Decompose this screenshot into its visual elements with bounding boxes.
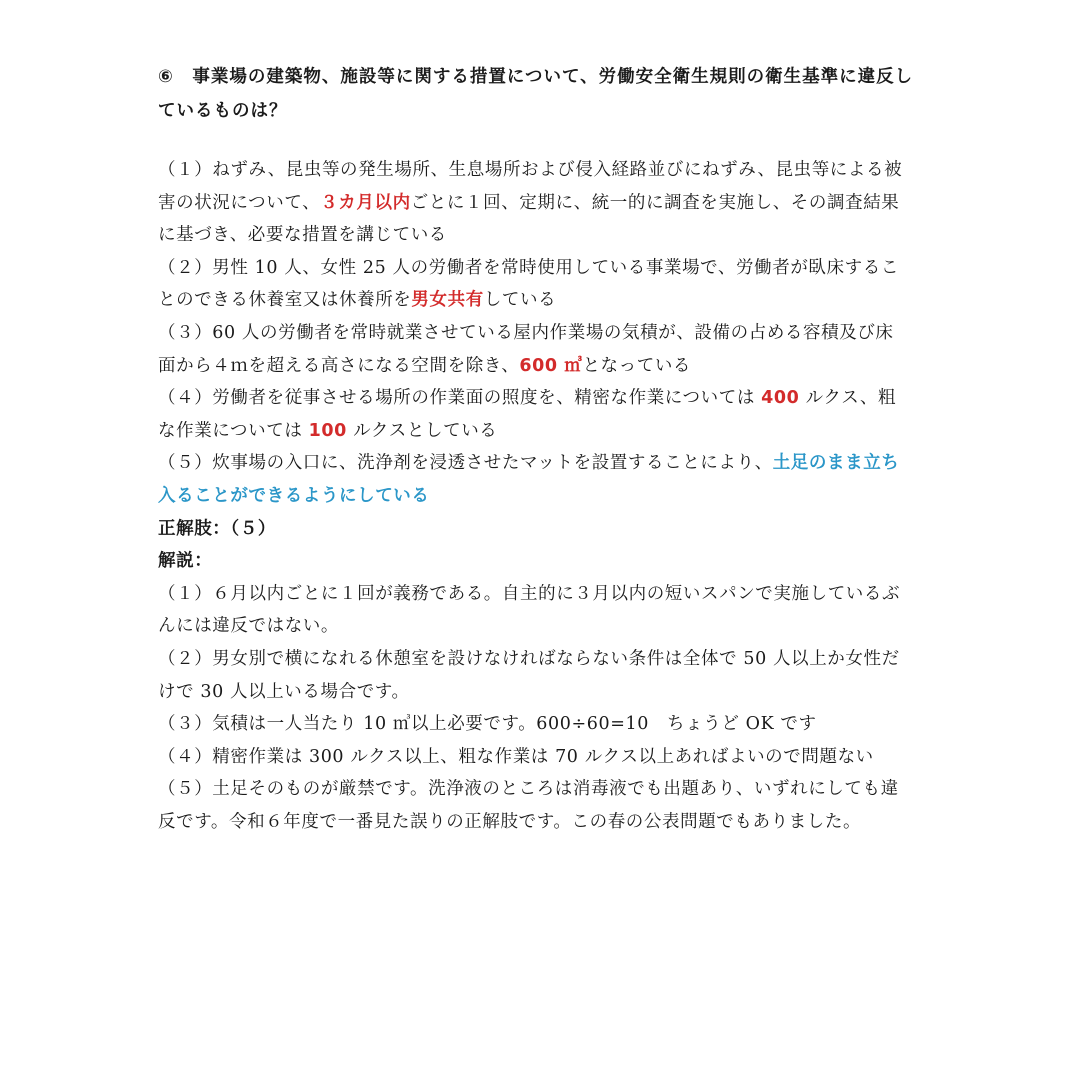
option-2-text-a: とのできる休養室又は休養所を [158,290,412,311]
option-1-text-b: ごとに１回、定期に、統一的に調査を実施し、その調査結果 [410,192,900,213]
option-4-line-1 [158,382,948,415]
option-5-text-a: （５）炊事場の入口に、洗浄剤を浸透させたマットを設置することにより、 [158,453,773,474]
explanation-label: 解説： [158,551,213,572]
option-1-text-a: 害の状況について、 [158,192,321,213]
document-page [158,60,948,838]
option-5-highlight-a: 土足のまま立ち [772,453,900,474]
option-2-line-1: （２）男性 10 人、女性 25 人の労働者を常時使用している事業場で、労働者が臥床するこ [158,257,899,278]
explanation-3-line-1: （３）気積は一人当たり 10 ㎥以上必要です。600÷60=10 ちょうど OK です [158,714,817,735]
question-line-1: ⑥ 事業場の建築物、施設等に関する措置について、労働安全衛生規則の衛生基準に違反し [158,67,914,87]
option-3-line-2 [158,350,948,383]
option-5-highlight-b: 入ることができるようにしている [158,485,430,506]
answer-label: 正解肢：（５） [158,518,276,539]
explanation-4-line-1: （４）精密作業は 300 ルクス以上、粗な作業は 70 ルクス以上あればよいので問題ない [158,746,874,767]
option-3-line-1: （３）60 人の労働者を常時就業させている屋内作業場の気積が、設備の占める容積及び床 [158,322,894,343]
option-1-line-1: （１）ねずみ、昆虫等の発生場所、生息場所および侵入経路並びにねずみ、昆虫等による被 [158,160,903,180]
option-1-line-2 [158,187,948,220]
option-2-line-2 [158,284,948,317]
option-4-highlight-b: 100 [308,420,347,441]
option-2-highlight: 男女共有 [411,290,484,311]
option-4-text-b: ルクス、粗 [799,388,897,409]
spacer [158,128,948,154]
option-4-highlight-a: 400 [761,388,800,409]
options-list [158,154,948,513]
option-3-highlight: 600 ㎥ [519,355,583,376]
option-5-line-1 [158,447,948,480]
explanation-5-line-1: （５）土足そのものが厳禁です。洗浄液のところは消毒液でも出題あり、いずれにしても違 [158,779,899,800]
option-1-line-3: に基づき、必要な措置を講じている [158,225,447,246]
option-3-text-b: となっている [582,355,692,376]
explanation-5-line-2: 反です。令和６年度で一番見た誤りの正解肢です。この春の公表問題でもありました。 [158,811,862,832]
option-4-text-c: な作業については [158,420,309,441]
explanation-1-line-1: （１）６月以内ごとに１回が義務である。自主的に３月以内の短いスパンで実施しているぶ [158,583,901,604]
explanation-2-line-1: （２）男女別で横になれる休憩室を設けなければならない条件は全体で 50 人以上か女性だ [158,648,900,669]
option-4-text-a: （４）労働者を従事させる場所の作業面の照度を、精密な作業については [158,388,762,409]
question-line-2: ているものは？ [158,101,288,121]
option-3-text-a: 面から４ｍを超える高さになる空間を除き、 [158,355,520,376]
explanation-1-line-2: んには違反ではない。 [158,616,339,637]
option-5-line-2 [158,480,948,513]
explanation-2-line-2: けで 30 人以上いる場合です。 [158,681,410,702]
option-4-text-d: ルクスとしている [346,420,498,441]
option-1-highlight: ３カ月以内 [320,192,411,213]
option-2-text-b: している [483,290,557,311]
option-4-line-2 [158,415,948,448]
